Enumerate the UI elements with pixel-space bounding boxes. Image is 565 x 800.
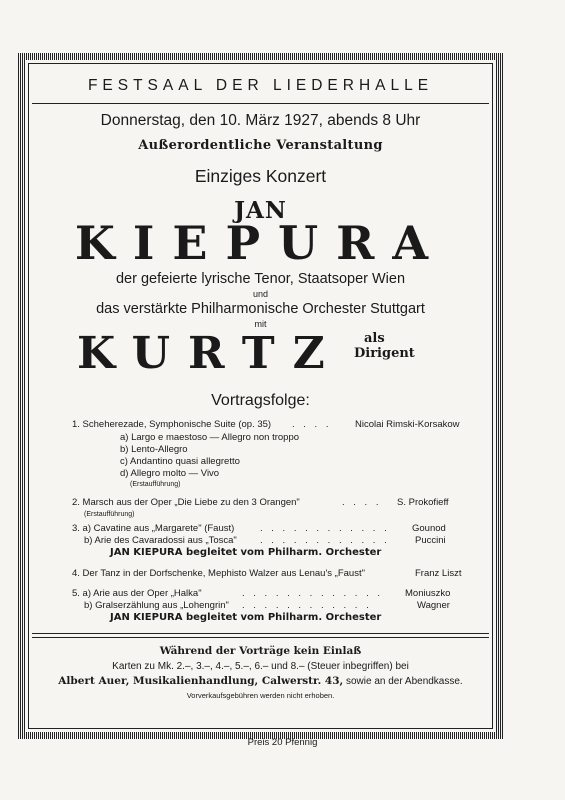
program-item-1a: a) Largo e maestoso — Allegro non troppo (120, 432, 300, 443)
event-type: Außerordentliche Veranstaltung (138, 138, 383, 153)
program-item-5a: 5. a) Arie aus der Oper „Halka" (72, 588, 202, 599)
performer-first-name: JAN (234, 197, 287, 224)
performer-description: der gefeierte lyrische Tenor, Staatsoper Wien (115, 271, 406, 287)
event-date: Donnerstag, den 10. März 1927, abends 8 Uhr (100, 112, 421, 129)
program-item-1c: c) Andantino quasi allegretto (120, 456, 240, 467)
program-item-4: 4. Der Tanz in der Dorfschenke, Mephisto Walzer aus Lenau's „Faust" (72, 568, 365, 579)
program-item-2: 2. Marsch aus der Oper „Die Liebe zu den 3 Orangen" (72, 497, 300, 508)
program-item-2-dots: . . . . (342, 497, 382, 508)
venue-name: FESTSAAL DER LIEDERHALLE (87, 77, 434, 94)
ticket-outlet (32, 675, 489, 687)
program-item-1-note: (Erstaufführung) (130, 481, 181, 488)
program-item-2-composer: S. Prokofieff (397, 497, 449, 508)
program-item-5b: b) Gralserzählung aus „Lohengrin" (84, 600, 229, 611)
program-item-5-accompaniment: JAN KIEPURA begleitet vom Philharm. Orchester (110, 612, 382, 623)
poster-content (32, 67, 489, 725)
orchestra-name: das verstärkte Philharmonische Orchester Stuttgart (96, 301, 425, 317)
divider-footer-2 (32, 637, 489, 638)
program-item-3a-dots: . . . . . . . . . . . . (260, 523, 390, 534)
divider-top (32, 103, 489, 104)
shop-rest: sowie an der Abendkasse. (345, 676, 463, 687)
program-item-5a-dots: . . . . . . . . . . . . . (242, 588, 383, 599)
program-item-3b-composer: Puccini (415, 535, 446, 546)
program-item-3-accompaniment: JAN KIEPURA begleitet vom Philharm. Orchester (110, 547, 382, 558)
dirigent-label: Dirigent (354, 346, 415, 361)
program-item-1d: d) Allegro molto — Vivo (120, 468, 220, 479)
program-item-1b: b) Lento-Allegro (120, 444, 188, 455)
conjunction-und: und (252, 289, 269, 299)
program-item-1-dots: . . . . (292, 419, 332, 430)
program-item-2-note: (Erstaufführung) (84, 511, 135, 518)
program-item-1: 1. Scheherezade, Symphonische Suite (op. 35) (72, 419, 272, 430)
performer-surname: KIEPURA (74, 216, 447, 270)
program-price: Preis 20 Pfennig (247, 737, 318, 748)
program-item-5b-dots: . . . . . . . . . . . . (242, 600, 372, 611)
program-item-3a: 3. a) Cavatine aus „Margarete" (Faust) (72, 523, 235, 534)
fee-notice: Vorverkaufsgebühren werden nicht erhoben. (186, 691, 335, 700)
als-label: als (364, 331, 385, 346)
no-entry-notice: Während der Vorträge kein Einlaß (159, 645, 362, 657)
conjunction-mit: mit (254, 319, 267, 329)
divider-footer-1 (32, 633, 489, 634)
shop-name: Albert Auer, Musikalienhandlung, Calwerstr. 43, (58, 675, 344, 687)
concert-label: Einziges Konzert (194, 166, 327, 186)
program-item-3b-dots: . . . . . . . . . . . . (260, 535, 390, 546)
program-item-3a-composer: Gounod (412, 523, 446, 534)
program-item-1-composer: Nicolai Rimski-Korsakow (355, 419, 460, 430)
conductor-name: KURTZ (77, 328, 343, 379)
ticket-prices: Karten zu Mk. 2.–, 3.–, 4.–, 5.–, 6.– und 8.– (Steuer inbegriffen) bei (112, 661, 409, 672)
program-item-3b: b) Arie des Cavaradossi aus „Tosca" (84, 535, 237, 546)
program-item-4-composer: Franz Liszt (415, 568, 462, 579)
program-title: Vortragsfolge: (211, 392, 310, 409)
program-item-5a-composer: Moniuszko (405, 588, 451, 599)
conductor-role (354, 331, 415, 361)
program-item-5b-composer: Wagner (417, 600, 450, 611)
